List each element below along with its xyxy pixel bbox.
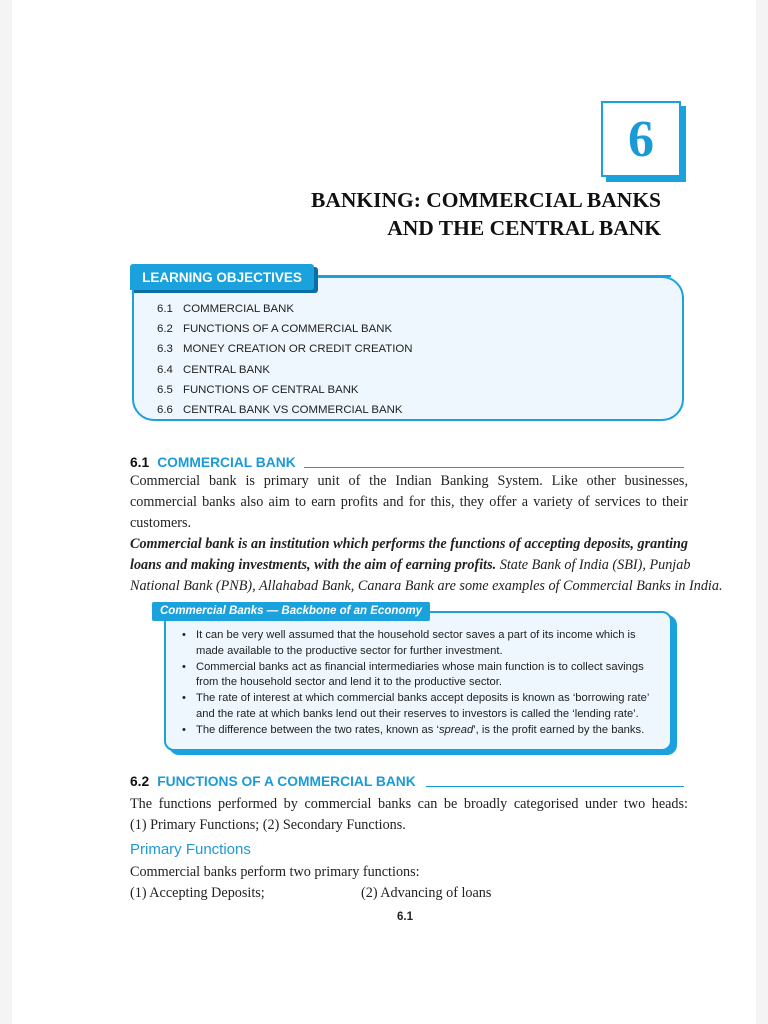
bullet: • <box>182 692 186 705</box>
section2-paragraph <box>130 794 688 836</box>
section-number: 6.1 <box>130 455 150 470</box>
info-item <box>182 628 660 660</box>
chapter-number-box <box>601 101 681 177</box>
objective-text: COMMERCIAL BANK <box>183 303 294 315</box>
bullet: • <box>182 723 186 736</box>
learning-objectives-list <box>157 299 413 420</box>
page-number: 6.1 <box>397 911 413 923</box>
section-title: COMMERCIAL BANK <box>157 455 296 470</box>
function-2: (2) Advancing of loans <box>361 885 492 901</box>
info-line: Commercial banks act as financial intermediaries whose main function is to collect savings <box>196 660 644 673</box>
section-rule <box>304 467 684 468</box>
info-item <box>182 660 660 692</box>
definition-examples: State Bank of India (SBI), Punjab <box>496 557 691 573</box>
chapter-number: 6 <box>628 110 654 168</box>
objective-item <box>157 299 413 319</box>
info-box-heading: Commercial Banks — Backbone of an Economy <box>152 602 430 621</box>
definition-line: Commercial bank is an institution which performs the functions of accepting deposits, granting <box>130 536 688 552</box>
info-line: The rate of interest at which commercial banks accept deposits is known as ‘borrowing rate’ <box>196 692 650 705</box>
text-line: (1) Primary Functions; (2) Secondary Functions. <box>130 817 406 833</box>
info-item <box>182 723 660 739</box>
objective-number: 6.3 <box>157 343 173 356</box>
definition-bold: loans and making investments, with the aim of earning profits. <box>130 557 497 573</box>
text-line: Commercial bank is primary unit of the Indian Banking System. Like other businesses, <box>130 473 688 489</box>
objective-text: CENTRAL BANK <box>183 363 270 376</box>
learning-objectives-heading: LEARNING OBJECTIVES <box>130 264 314 290</box>
function-1: (1) Accepting Deposits; <box>130 885 265 901</box>
text-line: customers. <box>130 515 192 531</box>
info-line: made available to the productive sector for further investment. <box>196 644 503 657</box>
section-title: FUNCTIONS OF A COMMERCIAL BANK <box>157 774 416 789</box>
commercial-bank-definition <box>130 534 723 597</box>
objective-item <box>157 380 413 400</box>
chapter-title <box>161 186 661 242</box>
info-text: The difference between the two rates, known as ‘ <box>196 723 439 736</box>
document-page <box>12 0 756 1024</box>
objective-text: FUNCTIONS OF CENTRAL BANK <box>183 383 359 396</box>
primary-functions-paragraph <box>130 862 688 904</box>
objective-number: 6.1 <box>157 303 173 315</box>
objective-number: 6.2 <box>157 323 173 336</box>
objective-item <box>157 360 413 380</box>
info-text: ’, is the profit earned by the banks. <box>473 723 645 736</box>
info-line: from the household sector and lend it to the productive sector. <box>196 676 502 689</box>
subheading-primary-functions: Primary Functions <box>130 841 251 858</box>
objective-number: 6.5 <box>157 383 173 396</box>
info-box-list <box>182 628 660 739</box>
section-number: 6.2 <box>130 774 150 789</box>
info-line <box>196 723 660 739</box>
definition-examples-line: National Bank (PNB), Allahabad Bank, Canara Bank are some examples of Commercial Banks in India. <box>130 578 723 594</box>
objective-item <box>157 319 413 339</box>
info-emphasis: spread <box>438 723 474 736</box>
objective-item <box>157 339 413 359</box>
objective-text: MONEY CREATION OR CREDIT CREATION <box>183 343 413 356</box>
info-line: and the rate at which banks lend out their reserves to investors is called the ‘lending rate’. <box>196 707 639 720</box>
section1-paragraph <box>130 471 688 534</box>
text-line: The functions performed by commercial banks can be broadly categorised under two heads: <box>130 796 688 812</box>
section-heading-6-2 <box>130 774 416 794</box>
objective-text: CENTRAL BANK VS COMMERCIAL BANK <box>183 403 403 416</box>
info-line: It can be very well assumed that the household sector saves a part of its income which is <box>196 629 636 641</box>
section-rule <box>426 786 684 787</box>
text-line: Commercial banks perform two primary functions: <box>130 864 420 880</box>
bullet: • <box>182 660 186 673</box>
info-item <box>182 691 660 723</box>
objective-text: FUNCTIONS OF A COMMERCIAL BANK <box>183 323 393 336</box>
text-line: commercial banks also aim to earn profits and for this, they offer a variety of services to their <box>130 494 688 510</box>
chapter-title-line: BANKING: COMMERCIAL BANKS <box>311 188 661 212</box>
chapter-title-line: AND THE CENTRAL BANK <box>387 216 661 240</box>
objective-number: 6.4 <box>157 363 173 376</box>
functions-row <box>130 883 688 904</box>
learning-objectives-rule <box>316 275 671 277</box>
objective-item <box>157 400 413 420</box>
bullet: • <box>182 629 186 641</box>
objective-number: 6.6 <box>157 403 173 416</box>
